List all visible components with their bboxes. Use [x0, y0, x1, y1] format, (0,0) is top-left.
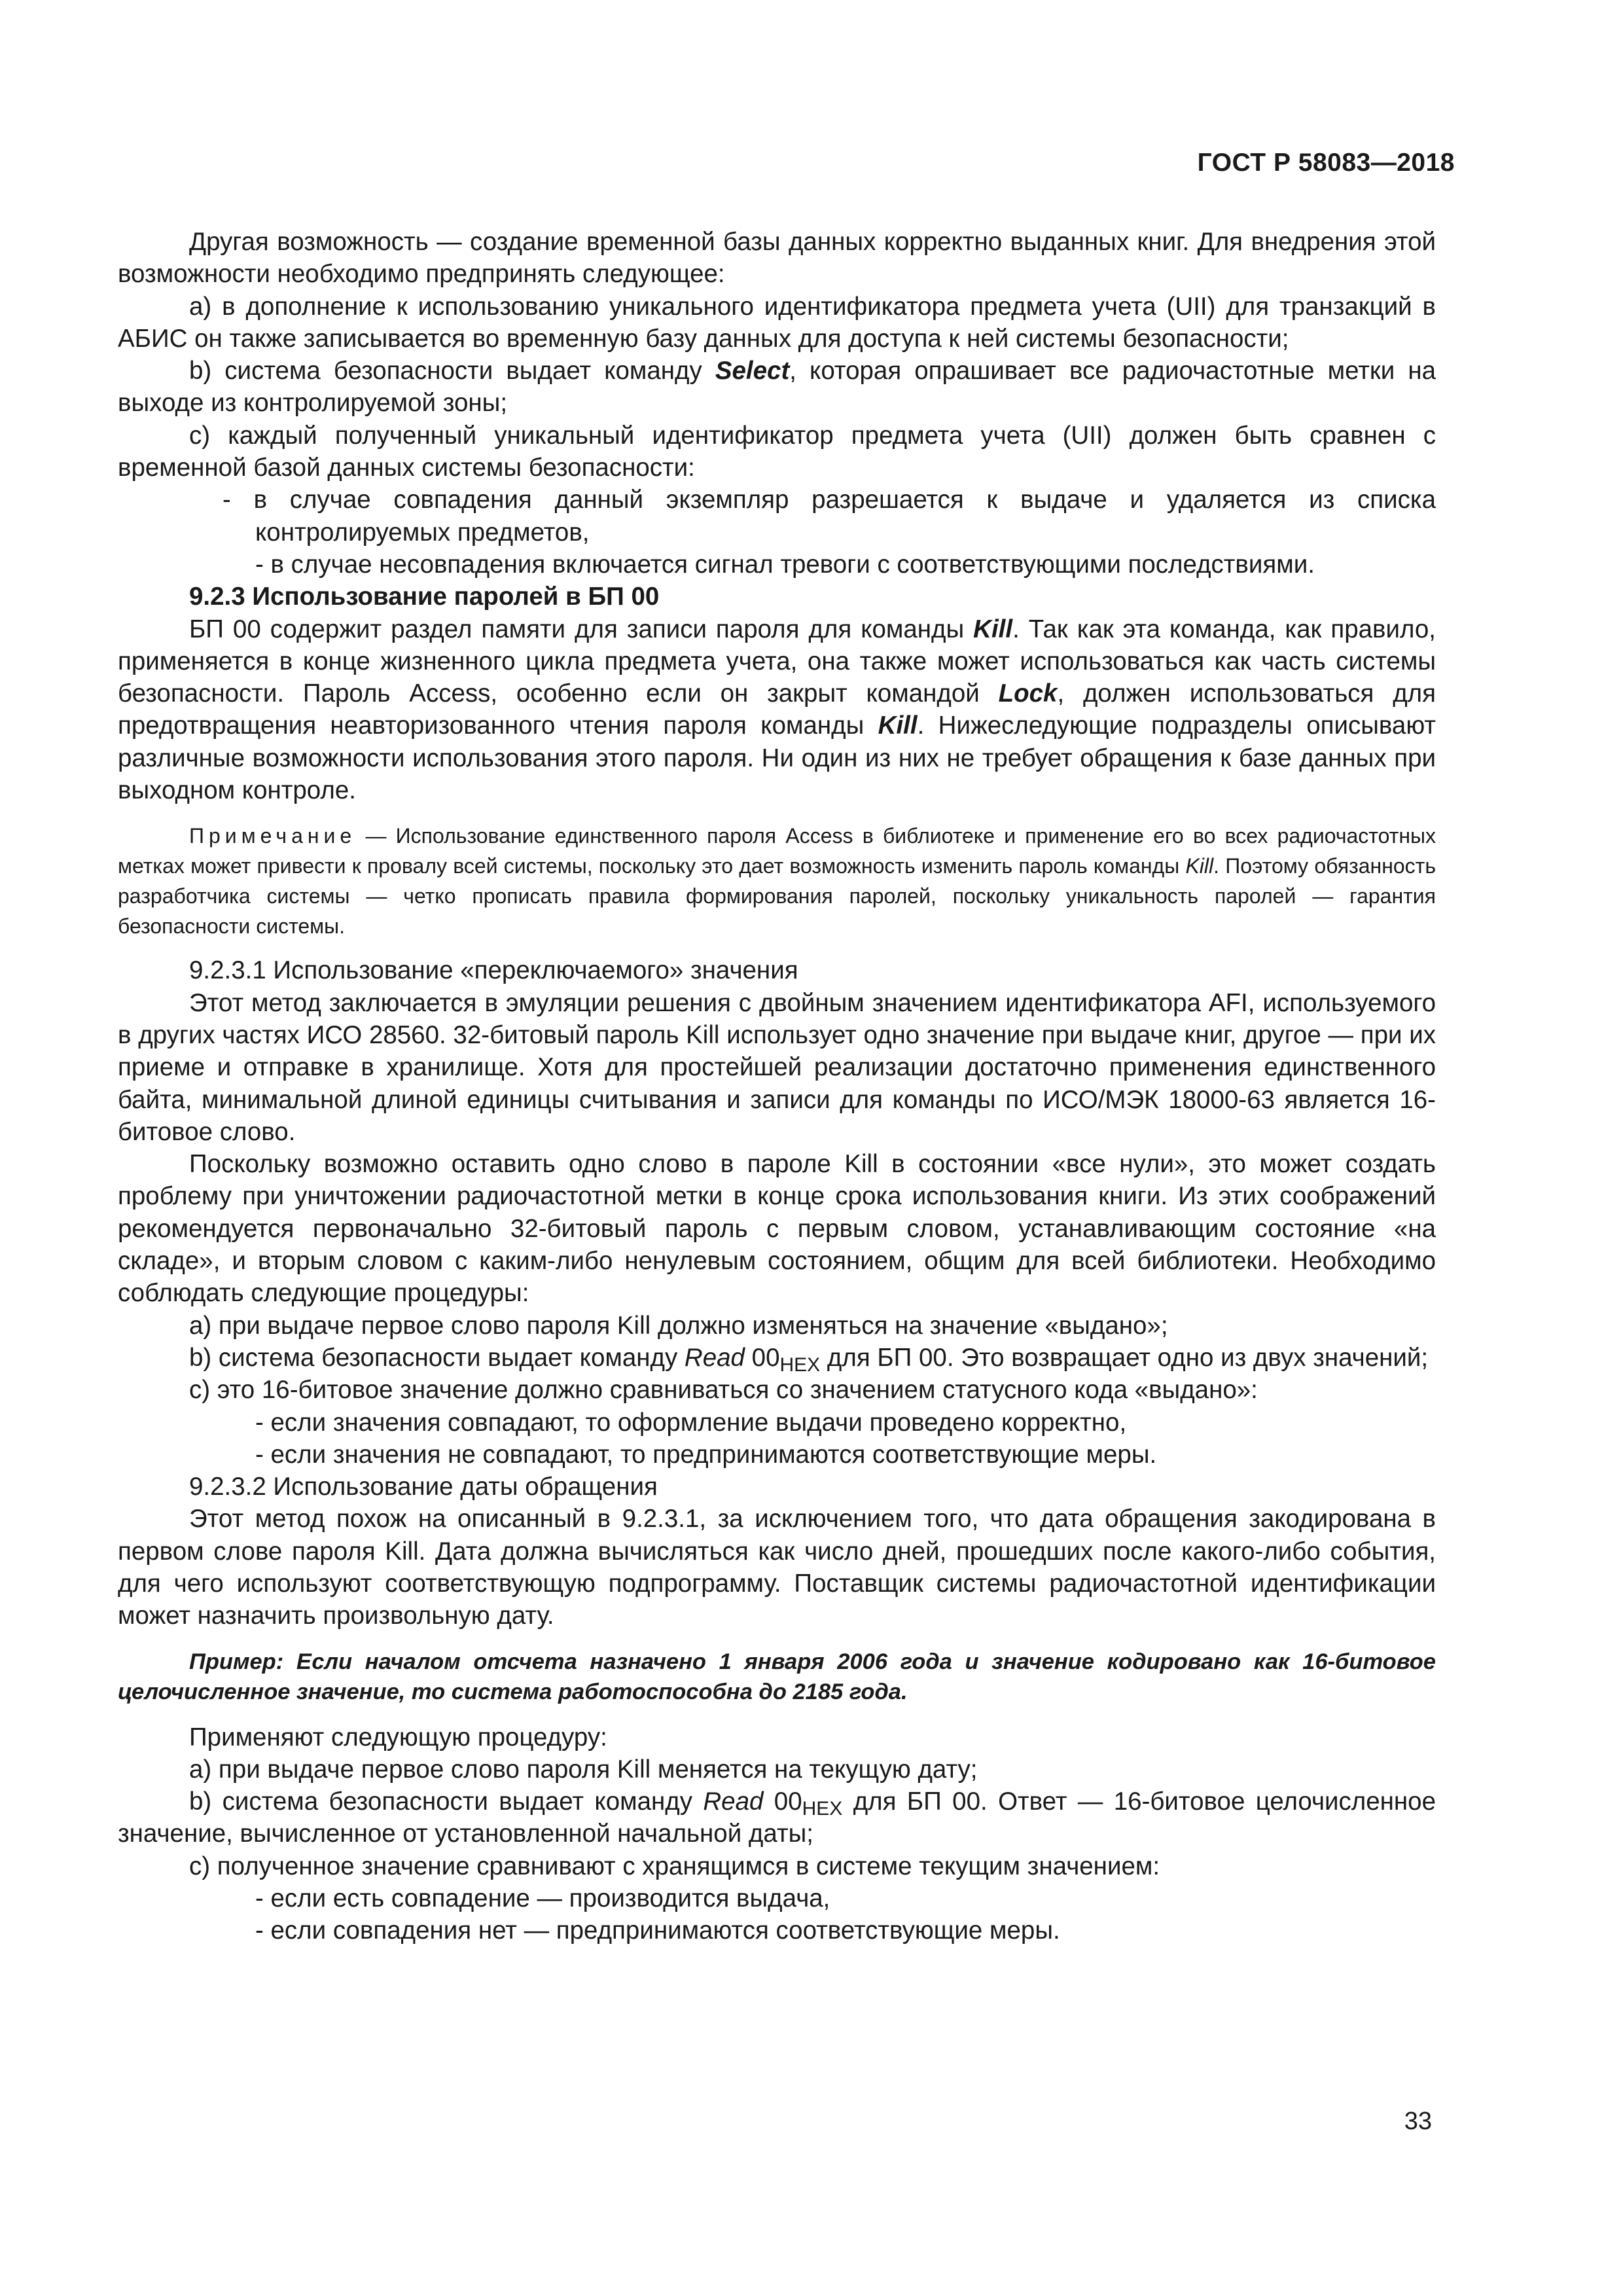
- paragraph: Этот метод заключается в эмуляции решения с двойным значением идентификатора AFI, используемого в других частях ИСО 28560. 32-битовый пароль Kill использует одно значение при выдаче книг, другое — при их приеме и отправке в хранилище. Хотя для простейшей реализации достаточно применения единственного байта, минимальной длиной единицы считывания и записи для команды по ИСО/МЭК 18000-63 является 16-битовое слово.: [118, 988, 1436, 1146]
- note: Примечание — Использование единственного пароля Access в библиотеке и применение его во всех радиочастотных метках может привести к провалу всей системы, поскольку это дает возможность изменить пароль команды Kill. Поэтому обязанность разработчика системы — четко прописать правила формирования паролей, поскольку уникальность паролей — гарантия безопасности системы.: [118, 824, 1436, 939]
- paragraph: Этот метод похож на описанный в 9.2.3.1, за исключением того, что дата обращения закодирована в первом слове пароля Kill. Дата должна вычисляться как число дней, прошедших после какого-либо события, для чего используют соответствующую подпрограмму. Поставщик системы радиочастотной идентификации может назначить произвольную дату.: [118, 1505, 1436, 1630]
- command-name: Read: [703, 1787, 764, 1816]
- paragraph: Поскольку возможно оставить одно слово в пароле Kill в состоянии «все нули», это может создать проблему при уничтожении радиочастотной метки в конце срока использования книги. Из этих соображений рекомендуется первоначально 32-битовый пароль с первым словом, устанавливающим состояние «на складе», и вторым словом с каким-либо ненулевым состоянием, общим для всей библиотеки. Необходимо соблюдать следующие процедуры:: [118, 1150, 1436, 1308]
- list-item: c) это 16-битовое значение должно сравниваться со значением статусного кода «выдано»:: [189, 1376, 1258, 1405]
- command-name: Kill: [973, 615, 1013, 643]
- list-item: b) система безопасности выдает команду Select, которая опрашивает все радиочастотные метки на выходе из контролируемой зоны;: [118, 357, 1436, 418]
- note-label: Примечание: [189, 824, 357, 848]
- list-item: a) при выдаче первое слово пароля Kill должно изменяться на значение «выдано»;: [189, 1311, 1168, 1340]
- document-header: ГОСТ Р 58083—2018: [1197, 149, 1455, 177]
- page-number: 33: [1404, 2108, 1432, 2135]
- command-name: Lock: [998, 679, 1058, 708]
- paragraph: Другая возможность — создание временной базы данных корректно выданных книг. Для внедрения этой возможности необходимо предпринять следующее:: [118, 228, 1436, 289]
- list-item: c) полученное значение сравнивают с хранящимся в системе текущим значением:: [189, 1852, 1160, 1880]
- dash-item: - если есть совпадение — производится выдача,: [255, 1884, 830, 1913]
- command-name: Kill: [1185, 854, 1214, 878]
- section-heading: 9.2.3 Использование паролей в БП 00: [189, 583, 660, 611]
- document-body: [118, 226, 1436, 1947]
- command-name: Kill: [878, 711, 918, 740]
- list-item: c) каждый полученный уникальный идентификатор предмета учета (UII) должен быть сравнен с временной базой данных системы безопасности:: [118, 421, 1436, 482]
- command-name: Read: [684, 1343, 745, 1372]
- dash-item: - если значения совпадают, то оформление выдачи проведено корректно,: [255, 1408, 1127, 1437]
- paragraph: Применяют следующую процедуру:: [189, 1723, 607, 1751]
- list-item: b) система безопасности выдает команду Read $00_{HEX}$ для БП 00. Ответ — 16-битовое целочисленное значение, вычисленное от установленной начальной даты;: [118, 1787, 1436, 1848]
- list-item: b) система безопасности выдает команду Read $00_{HEX}$ для БП 00. Это возвращает одно из двух значений;: [189, 1343, 1429, 1376]
- dash-item: - в случае совпадения данный экземпляр разрешается к выдаче и удаляется из списка контролируемых предметов,: [223, 486, 1436, 547]
- dash-item: - если совпадения нет — предпринимаются соответствующие меры.: [255, 1916, 1060, 1945]
- subsection-heading: 9.2.3.2 Использование даты обращения: [189, 1473, 658, 1501]
- command-name: Select: [715, 357, 790, 386]
- subsection-heading: 9.2.3.1 Использование «переключаемого» значения: [189, 956, 798, 985]
- list-item: a) в дополнение к использованию уникального идентификатора предмета учета (UII) для транзакций в АБИС он также записывается во временную базу данных для доступа к ней системы безопасности;: [118, 292, 1436, 353]
- dash-item: - если значения не совпадают, то предпринимаются соответствующие меры.: [255, 1440, 1157, 1469]
- example: Пример: Если началом отсчета назначено 1 января 2006 года и значение кодировано как 16-битовое целочисленное значение, то система работоспособна до 2185 года.: [118, 1649, 1436, 1704]
- list-item: a) при выдаче первое слово пароля Kill меняется на текущую дату;: [189, 1755, 978, 1784]
- dash-item: - в случае несовпадения включается сигнал тревоги с соответствующими последствиями.: [255, 550, 1315, 579]
- paragraph: БП 00 содержит раздел памяти для записи пароля для команды Kill. Так как эта команда, как правило, применяется в конце жизненного цикла предмета учета, она также может использоваться как часть системы безопасности. Пароль Access, особенно если он закрыт командой Lock, должен использоваться для предотвращения неавторизованного чтения пароля команды Kill. Нижеследующие подразделы описывают различные возможности использования этого пароля. Ни один из них не требует обращения к базе данных при выходном контроле.: [118, 615, 1436, 805]
